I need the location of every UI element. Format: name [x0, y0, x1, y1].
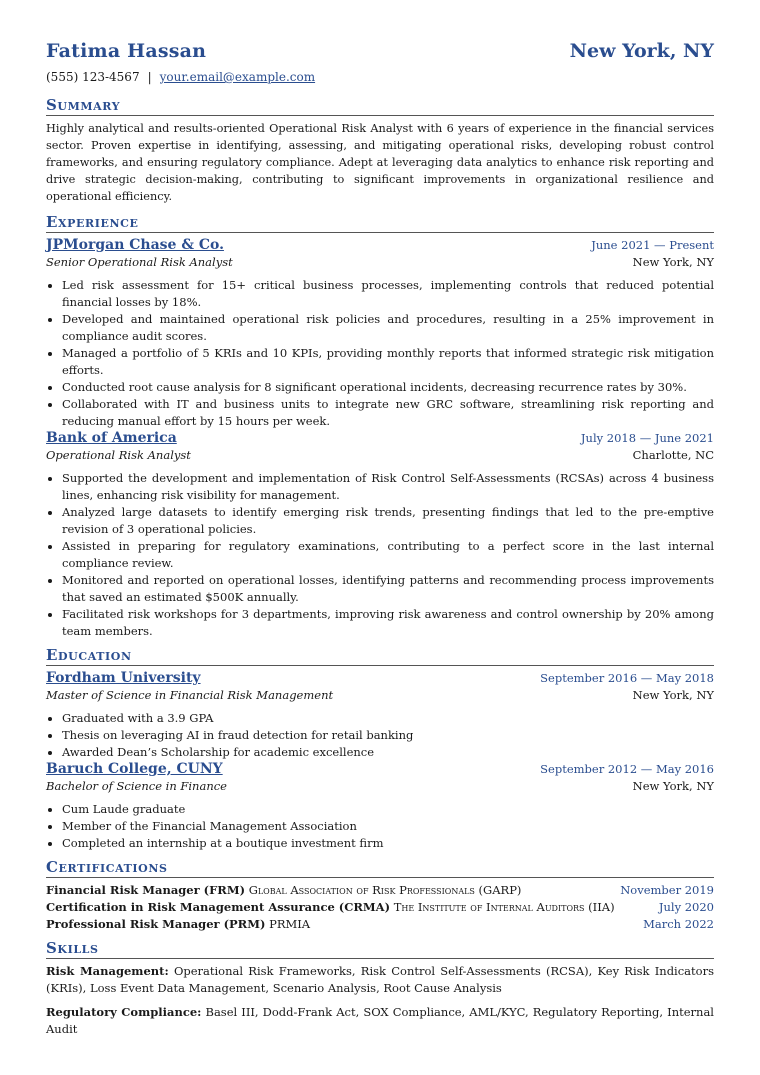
job-dates: June 2021 — Present	[591, 238, 714, 252]
list-item: • Assisted in preparing for regulatory examinations, contributing to a perfect score in the last internal compliance review.	[62, 538, 714, 572]
candidate-name: Fatima Hassan	[46, 40, 207, 62]
list-item: • Completed an internship at a boutique investment firm	[62, 835, 714, 852]
certification-name: Financial Risk Manager (FRM)	[46, 883, 246, 897]
certification-issuer: Global Association of Risk Professionals (GARP)	[248, 883, 522, 897]
school-bullets	[46, 801, 714, 852]
education-entry	[46, 670, 714, 761]
list-item: • Managed a portfolio of 5 KRIs and 10 KPIs, providing monthly reports that informed strategic risk mitigation efforts.	[62, 345, 714, 379]
certification-item	[46, 882, 714, 899]
header	[46, 40, 714, 70]
certification-date: March 2022	[643, 917, 714, 931]
skill-category: Regulatory Compliance:	[46, 1005, 202, 1019]
skill-category: Risk Management:	[46, 964, 169, 978]
list-item: • Monitored and reported on operational losses, identifying patterns and recommending process improvements that saved an estimated $500K annually.	[62, 572, 714, 606]
job-bullets	[46, 277, 714, 430]
header-location: New York, NY	[569, 40, 714, 62]
phone-number: (555) 123-4567	[46, 70, 140, 84]
list-item: • Graduated with a 3.9 GPA	[62, 710, 714, 727]
certification-issuer: PRMIA	[269, 917, 311, 931]
list-item: • Collaborated with IT and business units to integrate new GRC software, streamlining risk reporting and reducing manual effort by 15 hours per week.	[62, 396, 714, 430]
experience-entry	[46, 237, 714, 430]
school-name[interactable]: Fordham University	[46, 670, 201, 686]
section-title-experience: Experience	[46, 213, 714, 233]
certification-name: Certification in Risk Management Assurance (CRMA)	[46, 900, 391, 914]
education-entry	[46, 761, 714, 852]
company-name[interactable]: JPMorgan Chase & Co.	[46, 237, 224, 253]
certification-issuer: The Institute of Internal Auditors (IIA)	[393, 900, 615, 914]
contact-line	[46, 70, 714, 90]
list-item: • Analyzed large datasets to identify emerging risk trends, presenting findings that led to the pre-emptive revision of 3 operational policies.	[62, 504, 714, 538]
certification-date: July 2020	[658, 900, 714, 914]
school-bullets	[46, 710, 714, 761]
experience-entry	[46, 430, 714, 640]
certification-item	[46, 899, 714, 916]
job-title: Senior Operational Risk Analyst	[46, 255, 233, 269]
skill-row	[46, 1004, 714, 1038]
summary-text: Highly analytical and results-oriented Operational Risk Analyst with 6 years of experience in the financial services sector. Proven expertise in identifying, assessing, and mitigating operational risks, developing robust control frameworks, and ensuring regulatory compliance. Adept at leveraging data analytics to enhance risk reporting and drive strategic decision-making, contributing to significant improvements in organizational resilience and operational efficiency.	[46, 122, 714, 203]
certifications-list	[46, 882, 714, 933]
skill-list: Operational Risk Frameworks, Risk Control Self-Assessments (RCSA), Key Risk Indicators (KRIs), Loss Event Data Management, Scenario Analysis, Root Cause Analysis	[46, 964, 714, 995]
skill-list: Basel III, Dodd-Frank Act, SOX Compliance, AML/KYC, Regulatory Reporting, Internal Audit	[46, 1005, 714, 1036]
job-dates: July 2018 — June 2021	[580, 431, 714, 445]
list-item: • Led risk assessment for 15+ critical business processes, implementing controls that reduced potential financial losses by 18%.	[62, 277, 714, 311]
list-item: • Conducted root cause analysis for 8 significant operational incidents, decreasing recurrence rates by 30%.	[62, 379, 714, 396]
section-title-skills: Skills	[46, 939, 714, 959]
section-title-certifications: Certifications	[46, 858, 714, 878]
certification-date: November 2019	[620, 883, 714, 897]
list-item: • Supported the development and implementation of Risk Control Self-Assessments (RCSAs) across 4 business lines, enhancing risk visibility for management.	[62, 470, 714, 504]
list-item: • Cum Laude graduate	[62, 801, 714, 818]
job-title: Operational Risk Analyst	[46, 448, 191, 462]
school-dates: September 2012 — May 2016	[540, 762, 714, 776]
job-location: Charlotte, NC	[632, 448, 714, 462]
list-item: • Member of the Financial Management Association	[62, 818, 714, 835]
company-name[interactable]: Bank of America	[46, 430, 177, 446]
section-title-summary: Summary	[46, 96, 714, 116]
certification-item	[46, 916, 714, 933]
section-title-education: Education	[46, 646, 714, 666]
skill-row	[46, 963, 714, 997]
school-location: New York, NY	[632, 779, 714, 793]
job-location: New York, NY	[632, 255, 714, 269]
job-bullets	[46, 470, 714, 640]
list-item: • Awarded Dean’s Scholarship for academic excellence	[62, 744, 714, 761]
list-item: • Facilitated risk workshops for 3 departments, improving risk awareness and control ownership by 20% among team members.	[62, 606, 714, 640]
contact-separator: |	[147, 70, 152, 84]
certification-name: Professional Risk Manager (PRM)	[46, 917, 266, 931]
degree-name: Bachelor of Science in Finance	[46, 779, 227, 793]
list-item: • Developed and maintained operational risk policies and procedures, resulting in a 25% improvement in compliance audit scores.	[62, 311, 714, 345]
school-dates: September 2016 — May 2018	[540, 671, 714, 685]
degree-name: Master of Science in Financial Risk Management	[46, 688, 334, 702]
email-link[interactable]: your.email@example.com	[159, 70, 316, 84]
list-item: • Thesis on leveraging AI in fraud detection for retail banking	[62, 727, 714, 744]
school-location: New York, NY	[632, 688, 714, 702]
school-name[interactable]: Baruch College, CUNY	[46, 761, 223, 777]
